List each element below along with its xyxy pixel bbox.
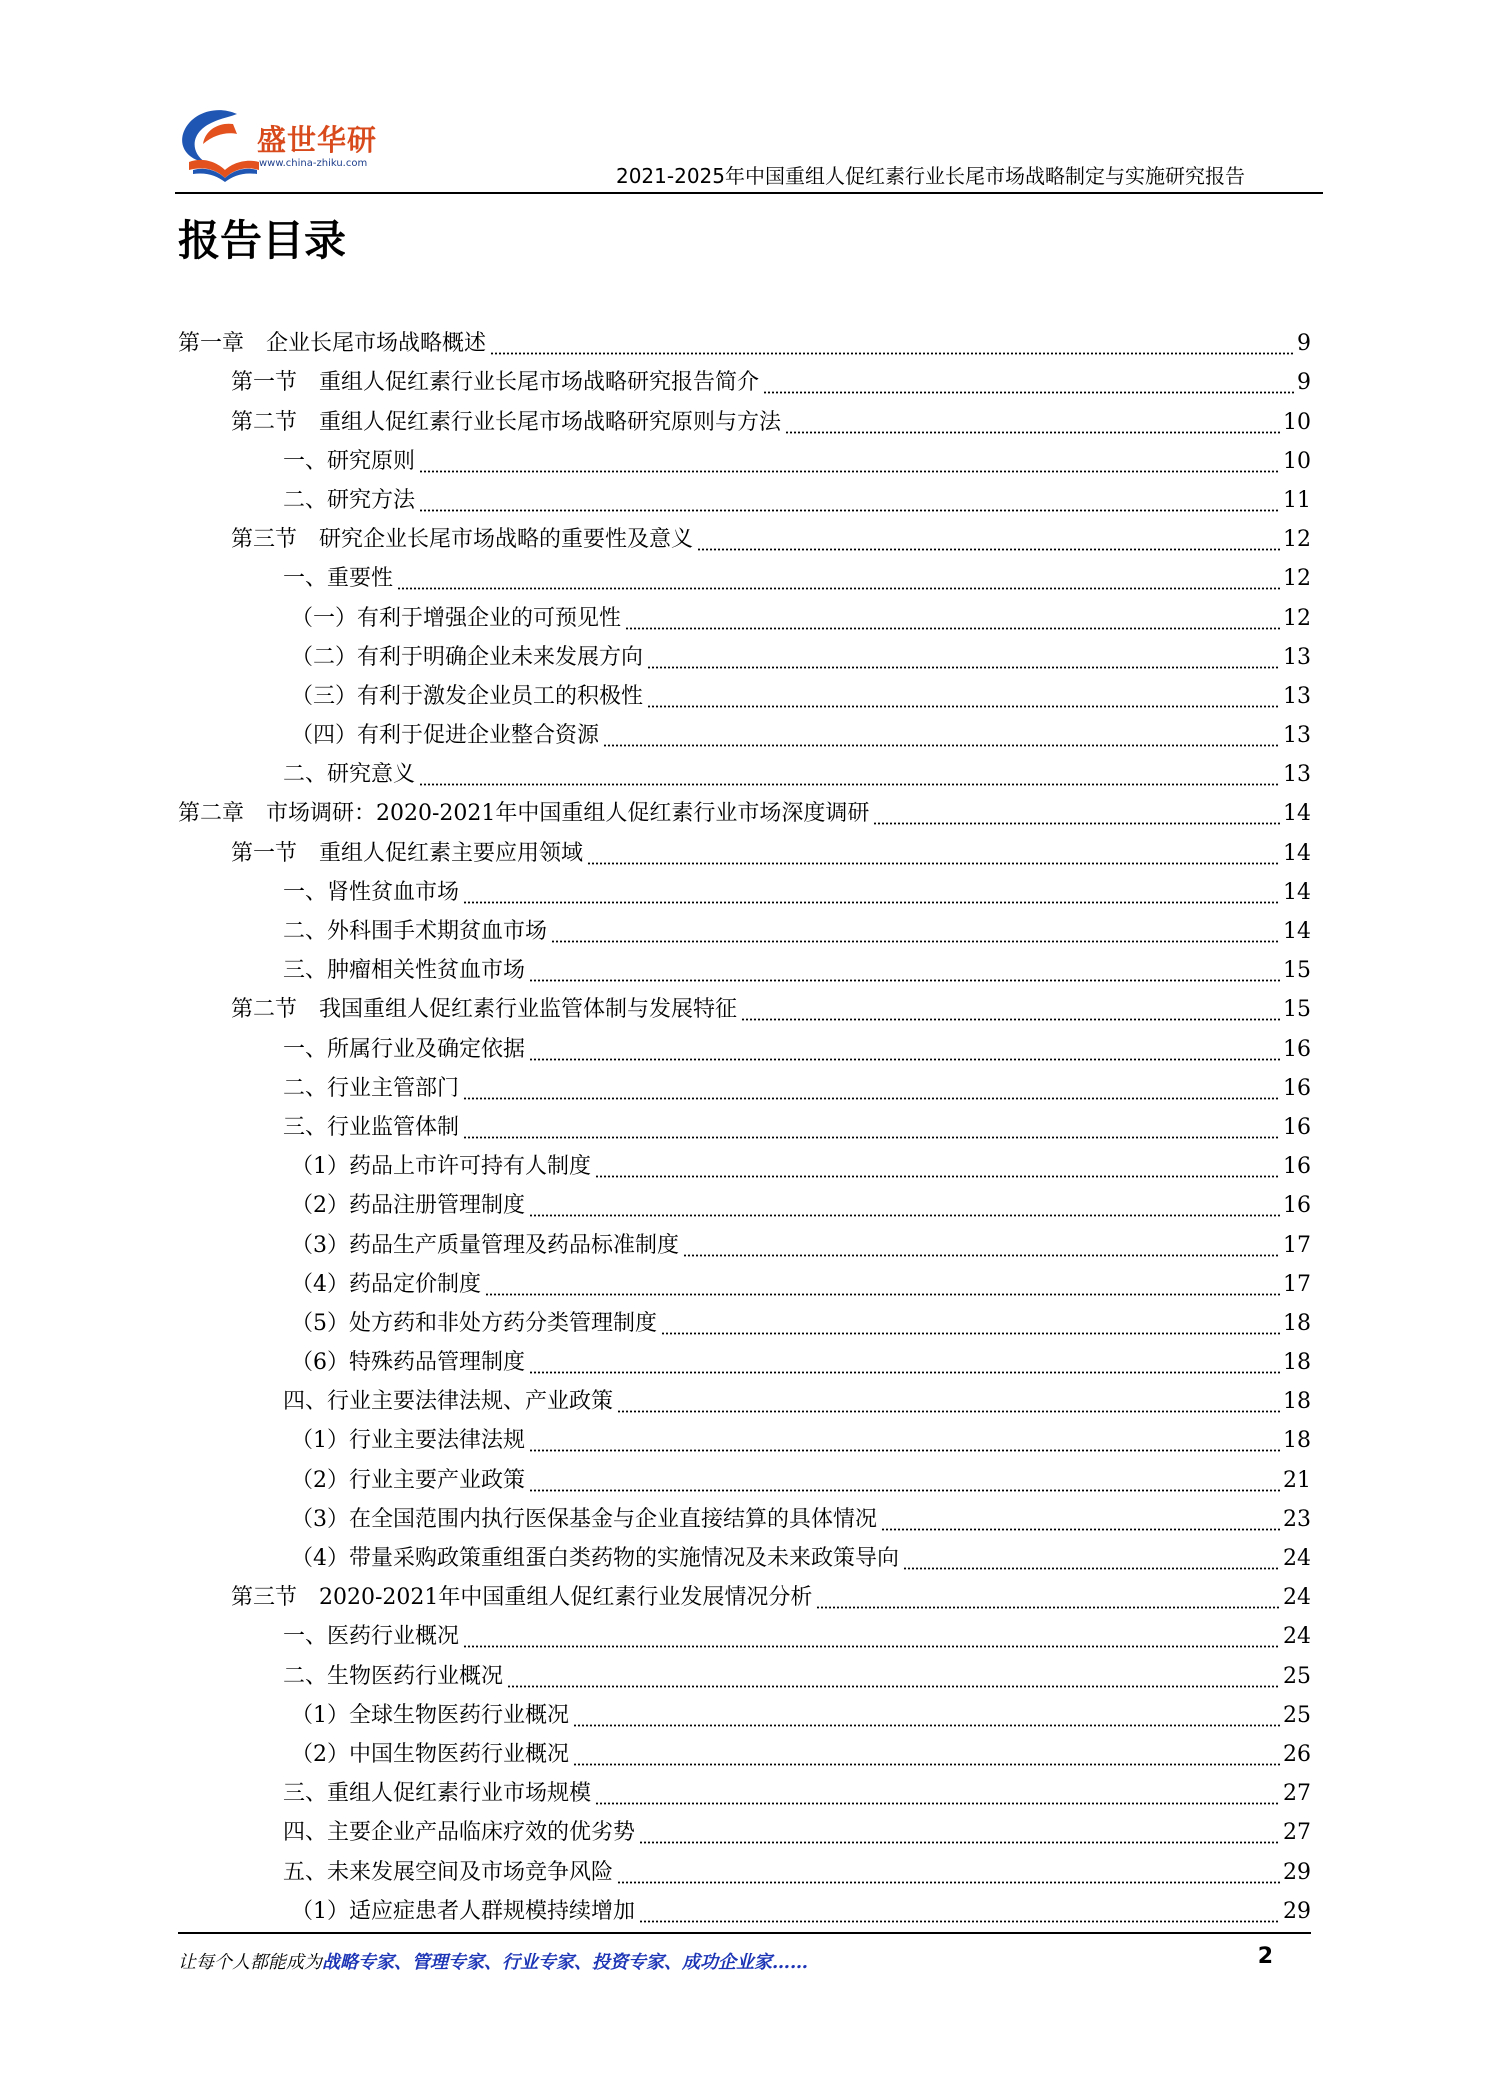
toc-dot-leader <box>697 548 1280 551</box>
toc-entry-page: 16 <box>1283 1036 1311 1062</box>
toc-entry-page: 12 <box>1283 527 1311 553</box>
toc-dot-leader <box>639 1920 1280 1923</box>
toc-entry-title: （5）处方药和非处方药分类管理制度 <box>291 1310 657 1336</box>
toc-entry-page: 12 <box>1283 605 1311 631</box>
toc-entry[interactable] <box>178 1458 1311 1497</box>
toc-entry[interactable] <box>178 1498 1311 1537</box>
toc-entry[interactable] <box>178 1654 1311 1693</box>
toc-entry-page: 16 <box>1283 1114 1311 1140</box>
toc-entry-title: 五、未来发展空间及市场竞争风险 <box>283 1859 614 1885</box>
toc-entry-page: 25 <box>1283 1702 1311 1728</box>
footer-slogan-highlight: 战略专家、管理专家、行业专家、投资专家、成功企业家…… <box>322 1952 808 1973</box>
toc-entry[interactable] <box>178 1419 1311 1458</box>
toc-entry-page: 14 <box>1283 919 1311 944</box>
toc-entry-title: （2）行业主要产业政策 <box>291 1467 525 1493</box>
toc-entry-title: （1）适应症患者人群规模持续增加 <box>291 1898 635 1924</box>
toc-dot-leader <box>741 1018 1280 1021</box>
toc-entry-title: （4）药品定价制度 <box>291 1271 481 1297</box>
toc-entry[interactable] <box>178 1537 1311 1576</box>
toc-entry-title: 四、主要企业产品临床疗效的优劣势 <box>283 1820 636 1846</box>
toc-entry[interactable] <box>178 1576 1311 1615</box>
toc-entry-page: 14 <box>1283 840 1311 866</box>
page-heading: 报告目录 <box>178 216 347 265</box>
toc-entry[interactable] <box>178 1341 1311 1380</box>
toc-dot-leader <box>529 1489 1280 1492</box>
toc-entry[interactable] <box>178 1263 1311 1302</box>
toc-entry[interactable] <box>178 400 1311 439</box>
toc-entry-title: 三、肿瘤相关性贫血市场 <box>283 958 526 984</box>
toc-entry-page: 27 <box>1283 1781 1311 1807</box>
toc-entry-page: 18 <box>1283 1310 1311 1336</box>
toc-entry-title: （2）药品注册管理制度 <box>291 1193 525 1219</box>
toc-entry[interactable] <box>178 1380 1311 1419</box>
toc-entry[interactable] <box>178 1850 1311 1889</box>
toc-entry[interactable] <box>178 1811 1311 1850</box>
toc-entry[interactable] <box>178 675 1311 714</box>
toc-dot-leader <box>573 1724 1280 1727</box>
toc-dot-leader <box>529 1058 1280 1061</box>
toc-entry-title: 二、外科围手术期贫血市场 <box>283 919 548 944</box>
toc-entry-title: （四）有利于促进企业整合资源 <box>291 723 600 749</box>
toc-entry-title: 三、重组人促红素行业市场规模 <box>283 1781 592 1807</box>
toc-entry[interactable] <box>178 1615 1311 1654</box>
toc-dot-leader <box>529 1449 1280 1452</box>
toc-entry-title: （一）有利于增强企业的可预见性 <box>291 605 622 631</box>
toc-entry[interactable] <box>178 831 1311 870</box>
toc-entry-page: 14 <box>1283 801 1311 827</box>
toc-entry-page: 18 <box>1283 1428 1311 1454</box>
toc-entry[interactable] <box>178 1106 1311 1145</box>
toc-entry-page: 15 <box>1283 997 1311 1023</box>
toc-entry-title: 二、生物医药行业概况 <box>283 1663 504 1689</box>
toc-entry-page: 27 <box>1283 1820 1311 1846</box>
toc-dot-leader <box>490 352 1294 355</box>
toc-dot-leader <box>873 822 1280 825</box>
toc-entry-title: （二）有利于明确企业未来发展方向 <box>291 644 644 670</box>
toc-entry-title: （3）在全国范围内执行医保基金与企业直接结算的具体情况 <box>291 1506 877 1532</box>
toc-entry-title: 一、医药行业概况 <box>283 1624 460 1650</box>
toc-entry-page: 13 <box>1283 723 1311 749</box>
report-title: 2021-2025年中国重组人促红素行业长尾市场战略制定与实施研究报告 <box>615 164 1245 188</box>
toc-entry[interactable] <box>178 1145 1311 1184</box>
logo-website-url: www.china-zhiku.com <box>259 158 368 169</box>
toc-entry-page: 16 <box>1283 1193 1311 1219</box>
toc-dot-leader <box>397 587 1280 590</box>
toc-entry-page: 29 <box>1283 1898 1311 1924</box>
toc-entry-title: 第二节 我国重组人促红素行业监管体制与发展特征 <box>231 997 738 1023</box>
footer-slogan-prefix: 让每个人都能成为 <box>178 1952 322 1973</box>
toc-dot-leader <box>529 1214 1280 1217</box>
toc-entry-page: 13 <box>1283 762 1311 788</box>
toc-entry-title: 第一节 重组人促红素行业长尾市场战略研究报告简介 <box>231 370 760 396</box>
toc-entry-page: 18 <box>1283 1389 1311 1415</box>
footer-divider <box>178 1932 1311 1934</box>
toc-entry-title: 四、行业主要法律法规、产业政策 <box>283 1389 614 1415</box>
toc-entry-page: 24 <box>1283 1624 1311 1650</box>
toc-dot-leader <box>419 783 1280 786</box>
toc-dot-leader <box>573 1763 1280 1766</box>
toc-entry-page: 10 <box>1283 409 1311 435</box>
toc-entry-title: （2）中国生物医药行业概况 <box>291 1741 569 1767</box>
toc-entry-title: 第一章 企业长尾市场战略概述 <box>178 331 487 357</box>
toc-entry-page: 29 <box>1283 1859 1311 1885</box>
toc-entry[interactable] <box>178 479 1311 518</box>
toc-entry[interactable] <box>178 714 1311 753</box>
toc-entry[interactable] <box>178 1184 1311 1223</box>
toc-dot-leader <box>881 1528 1280 1531</box>
logo-company-name: 盛世华研 <box>257 123 378 157</box>
toc-entry[interactable] <box>178 518 1311 557</box>
toc-dot-leader <box>485 1293 1280 1296</box>
toc-dot-leader <box>763 391 1294 394</box>
toc-entry[interactable] <box>178 753 1311 792</box>
toc-entry[interactable] <box>178 322 1311 361</box>
toc-dot-leader <box>463 901 1280 904</box>
toc-entry[interactable] <box>178 1890 1311 1929</box>
toc-entry-page: 17 <box>1283 1271 1311 1297</box>
toc-entry-title: 第三节 研究企业长尾市场战略的重要性及意义 <box>231 527 694 553</box>
toc-entry-page: 23 <box>1283 1506 1311 1532</box>
toc-entry[interactable] <box>178 1694 1311 1733</box>
toc-entry-title: 第二节 重组人促红素行业长尾市场战略研究原则与方法 <box>231 409 782 435</box>
toc-dot-leader <box>463 1645 1280 1648</box>
toc-dot-leader <box>419 509 1280 512</box>
toc-entry[interactable] <box>178 1223 1311 1262</box>
company-logo <box>175 100 385 190</box>
toc-entry-title: （1）行业主要法律法规 <box>291 1428 525 1454</box>
toc-entry-page: 15 <box>1283 958 1311 984</box>
toc-dot-leader <box>529 979 1280 982</box>
footer-slogan <box>178 1948 808 1974</box>
toc-dot-leader <box>529 1371 1280 1374</box>
toc-entry[interactable] <box>178 1772 1311 1811</box>
toc-entry-page: 14 <box>1283 879 1311 905</box>
toc-dot-leader <box>625 627 1280 630</box>
page-header <box>175 100 1323 198</box>
book-swoosh-icon <box>175 104 261 184</box>
toc-entry[interactable] <box>178 910 1311 949</box>
toc-entry-title: 一、肾性贫血市场 <box>283 879 460 905</box>
toc-entry[interactable] <box>178 871 1311 910</box>
toc-entry-title: （6）特殊药品管理制度 <box>291 1350 525 1376</box>
toc-dot-leader <box>647 666 1280 669</box>
toc-entry-page: 16 <box>1283 1075 1311 1101</box>
toc-entry[interactable] <box>178 988 1311 1027</box>
toc-dot-leader <box>639 1841 1280 1844</box>
toc-entry-page: 21 <box>1283 1467 1311 1493</box>
toc-dot-leader <box>617 1881 1280 1884</box>
toc-dot-leader <box>785 431 1280 434</box>
toc-dot-leader <box>617 1410 1280 1413</box>
toc-entry-page: 9 <box>1297 370 1311 396</box>
toc-entry-title: （4）带量采购政策重组蛋白类药物的实施情况及未来政策导向 <box>291 1546 899 1571</box>
page-number: 2 <box>1257 1944 1273 1969</box>
toc-entry[interactable] <box>178 440 1311 479</box>
toc-entry-page: 13 <box>1283 644 1311 670</box>
toc-entry[interactable] <box>178 636 1311 675</box>
header-divider <box>175 192 1323 194</box>
toc-entry[interactable] <box>178 1302 1311 1341</box>
toc-entry-title: 三、行业监管体制 <box>283 1114 460 1140</box>
toc-entry-page: 24 <box>1283 1546 1311 1571</box>
toc-entry-title: 第二章 市场调研：2020-2021年中国重组人促红素行业市场深度调研 <box>178 801 870 827</box>
toc-dot-leader <box>419 470 1280 473</box>
toc-dot-leader <box>647 705 1280 708</box>
table-of-contents <box>178 322 1311 1929</box>
toc-entry-page: 17 <box>1283 1232 1311 1258</box>
toc-entry-page: 13 <box>1283 683 1311 709</box>
toc-dot-leader <box>595 1175 1280 1178</box>
toc-dot-leader <box>903 1567 1280 1570</box>
toc-entry[interactable] <box>178 792 1311 831</box>
toc-entry[interactable] <box>178 361 1311 400</box>
toc-entry-title: 二、行业主管部门 <box>283 1075 460 1101</box>
toc-dot-leader <box>816 1606 1280 1609</box>
toc-dot-leader <box>551 940 1280 943</box>
toc-entry[interactable] <box>178 1067 1311 1106</box>
toc-entry-page: 24 <box>1283 1585 1311 1611</box>
toc-dot-leader <box>507 1685 1280 1688</box>
toc-entry[interactable] <box>178 1027 1311 1066</box>
toc-entry-title: 第三节 2020-2021年中国重组人促红素行业发展情况分析 <box>231 1585 813 1611</box>
toc-dot-leader <box>587 862 1280 865</box>
toc-entry-page: 16 <box>1283 1154 1311 1180</box>
toc-entry-title: 一、研究原则 <box>283 448 416 474</box>
toc-entry-page: 9 <box>1297 331 1311 357</box>
toc-entry[interactable] <box>178 1733 1311 1772</box>
toc-entry-title: 一、重要性 <box>283 566 394 592</box>
toc-dot-leader <box>683 1254 1280 1257</box>
toc-dot-leader <box>603 744 1280 747</box>
toc-dot-leader <box>661 1332 1280 1335</box>
toc-entry-title: （3）药品生产质量管理及药品标准制度 <box>291 1232 679 1258</box>
toc-dot-leader <box>463 1097 1280 1100</box>
toc-entry-page: 18 <box>1283 1350 1311 1376</box>
toc-entry-title: 二、研究意义 <box>283 762 416 788</box>
toc-dot-leader <box>463 1136 1280 1139</box>
toc-entry-page: 26 <box>1283 1741 1311 1767</box>
toc-entry-page: 12 <box>1283 566 1311 592</box>
toc-entry-title: （1）药品上市许可持有人制度 <box>291 1154 591 1180</box>
toc-entry[interactable] <box>178 949 1311 988</box>
toc-entry-title: 二、研究方法 <box>283 487 416 513</box>
toc-entry-title: （1）全球生物医药行业概况 <box>291 1702 569 1728</box>
toc-dot-leader <box>595 1802 1280 1805</box>
toc-entry[interactable] <box>178 596 1311 635</box>
toc-entry-page: 10 <box>1283 448 1311 474</box>
toc-entry-title: （三）有利于激发企业员工的积极性 <box>291 683 644 709</box>
toc-entry-title: 第一节 重组人促红素主要应用领域 <box>231 840 584 866</box>
toc-entry-title: 一、所属行业及确定依据 <box>283 1036 526 1062</box>
toc-entry-page: 11 <box>1283 487 1311 513</box>
toc-entry[interactable] <box>178 557 1311 596</box>
toc-entry-page: 25 <box>1283 1663 1311 1689</box>
